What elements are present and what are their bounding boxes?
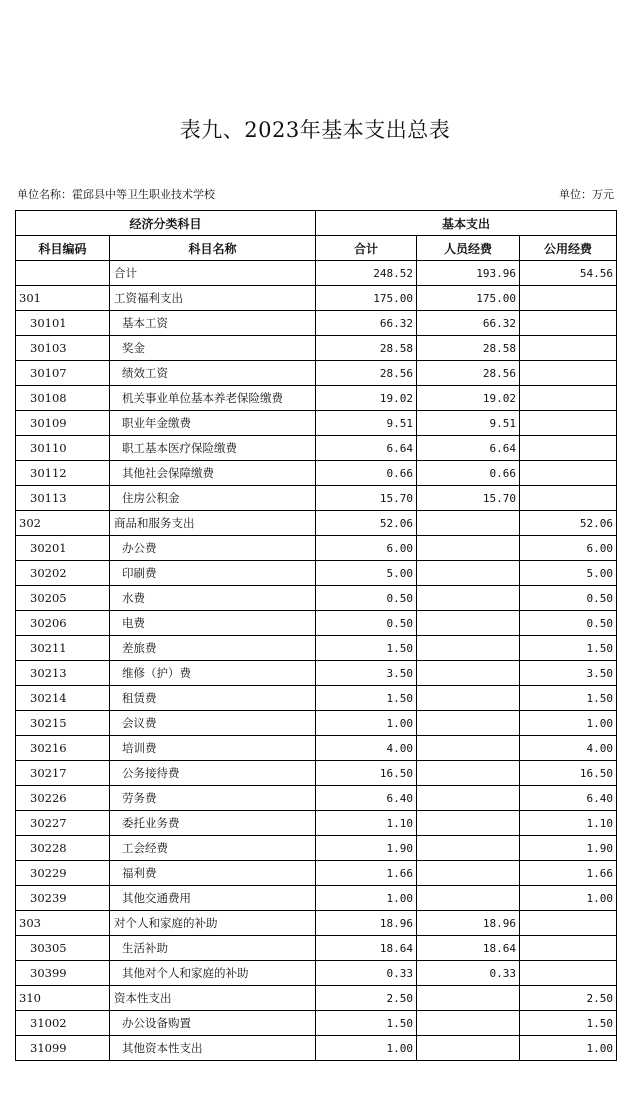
cell-public [520, 936, 617, 961]
cell-personnel [417, 786, 520, 811]
cell-name: 培训费 [110, 736, 316, 761]
cell-total: 1.00 [316, 711, 417, 736]
cell-code: 303 [16, 911, 110, 936]
header-name: 科目名称 [110, 236, 316, 261]
cell-name: 会议费 [110, 711, 316, 736]
cell-public: 4.00 [520, 736, 617, 761]
cell-name: 合计 [110, 261, 316, 286]
cell-public [520, 411, 617, 436]
cell-total: 1.50 [316, 636, 417, 661]
table-row [16, 411, 617, 436]
cell-total: 1.50 [316, 686, 417, 711]
cell-public: 6.40 [520, 786, 617, 811]
cell-personnel: 18.64 [417, 936, 520, 961]
cell-public [520, 361, 617, 386]
cell-personnel: 175.00 [417, 286, 520, 311]
table-row [16, 336, 617, 361]
cell-code: 30112 [16, 461, 110, 486]
cell-name: 差旅费 [110, 636, 316, 661]
cell-total: 6.00 [316, 536, 417, 561]
table-row [16, 861, 617, 886]
cell-public: 52.06 [520, 511, 617, 536]
cell-code: 30109 [16, 411, 110, 436]
cell-code: 30216 [16, 736, 110, 761]
cell-code: 30217 [16, 761, 110, 786]
cell-code: 310 [16, 986, 110, 1011]
cell-public: 1.50 [520, 636, 617, 661]
cell-code: 302 [16, 511, 110, 536]
table-row [16, 961, 617, 986]
cell-public: 16.50 [520, 761, 617, 786]
header-row-columns [16, 236, 617, 261]
cell-name: 机关事业单位基本养老保险缴费 [110, 386, 316, 411]
cell-public: 6.00 [520, 536, 617, 561]
table-row [16, 286, 617, 311]
table-row [16, 536, 617, 561]
header-economic-category: 经济分类科目 [16, 211, 316, 236]
table-row [16, 386, 617, 411]
cell-personnel [417, 736, 520, 761]
cell-total: 52.06 [316, 511, 417, 536]
cell-personnel [417, 511, 520, 536]
table-body [16, 261, 617, 1061]
cell-name: 办公费 [110, 536, 316, 561]
table-row [16, 761, 617, 786]
cell-code: 30239 [16, 886, 110, 911]
cell-name: 福利费 [110, 861, 316, 886]
cell-personnel [417, 636, 520, 661]
cell-total: 1.50 [316, 1011, 417, 1036]
cell-personnel: 19.02 [417, 386, 520, 411]
cell-total: 1.00 [316, 1036, 417, 1061]
cell-name: 其他社会保障缴费 [110, 461, 316, 486]
unit-name-label: 单位名称：霍邱县中等卫生职业技术学校 [17, 188, 215, 201]
cell-personnel [417, 686, 520, 711]
cell-code: 301 [16, 286, 110, 311]
cell-public: 0.50 [520, 611, 617, 636]
cell-personnel: 9.51 [417, 411, 520, 436]
cell-code: 30226 [16, 786, 110, 811]
cell-total: 18.96 [316, 911, 417, 936]
cell-public: 1.00 [520, 1036, 617, 1061]
cell-name: 工会经费 [110, 836, 316, 861]
table-row [16, 936, 617, 961]
cell-total: 2.50 [316, 986, 417, 1011]
cell-code: 30201 [16, 536, 110, 561]
cell-code: 30213 [16, 661, 110, 686]
cell-total: 16.50 [316, 761, 417, 786]
header-basic-expenditure: 基本支出 [316, 211, 617, 236]
cell-personnel [417, 1011, 520, 1036]
table-row [16, 261, 617, 286]
cell-name: 水费 [110, 586, 316, 611]
cell-code: 30107 [16, 361, 110, 386]
cell-total: 3.50 [316, 661, 417, 686]
cell-name: 生活补助 [110, 936, 316, 961]
cell-name: 商品和服务支出 [110, 511, 316, 536]
header-total: 合计 [316, 236, 417, 261]
cell-name: 基本工资 [110, 311, 316, 336]
unit-label: 单位：万元 [559, 188, 614, 201]
cell-personnel [417, 711, 520, 736]
table-row [16, 636, 617, 661]
header-personnel: 人员经费 [417, 236, 520, 261]
cell-name: 其他交通费用 [110, 886, 316, 911]
table-meta [17, 186, 614, 202]
cell-total: 28.56 [316, 361, 417, 386]
cell-code: 30399 [16, 961, 110, 986]
cell-public [520, 486, 617, 511]
cell-total: 0.50 [316, 611, 417, 636]
table-row [16, 436, 617, 461]
cell-personnel: 28.56 [417, 361, 520, 386]
cell-public [520, 436, 617, 461]
cell-code: 31002 [16, 1011, 110, 1036]
cell-public: 1.50 [520, 686, 617, 711]
cell-total: 1.90 [316, 836, 417, 861]
cell-code: 30227 [16, 811, 110, 836]
cell-total: 175.00 [316, 286, 417, 311]
cell-personnel [417, 661, 520, 686]
cell-name: 职业年金缴费 [110, 411, 316, 436]
cell-personnel [417, 986, 520, 1011]
cell-total: 0.33 [316, 961, 417, 986]
cell-code: 31099 [16, 1036, 110, 1061]
cell-code: 30113 [16, 486, 110, 511]
cell-public: 1.66 [520, 861, 617, 886]
header-row-group [16, 211, 617, 236]
cell-personnel [417, 561, 520, 586]
table-row [16, 986, 617, 1011]
cell-personnel: 66.32 [417, 311, 520, 336]
cell-personnel [417, 886, 520, 911]
table-row [16, 736, 617, 761]
cell-code: 30110 [16, 436, 110, 461]
cell-name: 委托业务费 [110, 811, 316, 836]
cell-total: 28.58 [316, 336, 417, 361]
page-title: 表九、2023年基本支出总表 [179, 118, 451, 142]
table-row [16, 461, 617, 486]
cell-name: 职工基本医疗保险缴费 [110, 436, 316, 461]
cell-personnel [417, 836, 520, 861]
cell-code: 30202 [16, 561, 110, 586]
cell-personnel [417, 536, 520, 561]
cell-name: 劳务费 [110, 786, 316, 811]
cell-total: 248.52 [316, 261, 417, 286]
cell-code: 30101 [16, 311, 110, 336]
table-row [16, 661, 617, 686]
table-row [16, 586, 617, 611]
cell-name: 印刷费 [110, 561, 316, 586]
cell-total: 0.50 [316, 586, 417, 611]
cell-total: 0.66 [316, 461, 417, 486]
cell-code: 30103 [16, 336, 110, 361]
cell-code: 30205 [16, 586, 110, 611]
header-public: 公用经费 [520, 236, 617, 261]
cell-name: 其他资本性支出 [110, 1036, 316, 1061]
cell-total: 1.10 [316, 811, 417, 836]
cell-personnel [417, 586, 520, 611]
cell-code: 30305 [16, 936, 110, 961]
cell-name: 电费 [110, 611, 316, 636]
cell-code [16, 261, 110, 286]
table-row [16, 811, 617, 836]
cell-name: 办公设备购置 [110, 1011, 316, 1036]
table-row [16, 886, 617, 911]
cell-name: 公务接待费 [110, 761, 316, 786]
table-row [16, 686, 617, 711]
cell-personnel: 6.64 [417, 436, 520, 461]
cell-code: 30215 [16, 711, 110, 736]
table-row [16, 561, 617, 586]
header-code: 科目编码 [16, 236, 110, 261]
budget-table [15, 210, 617, 1061]
cell-public: 1.00 [520, 711, 617, 736]
cell-personnel [417, 811, 520, 836]
cell-name: 维修（护）费 [110, 661, 316, 686]
cell-personnel: 15.70 [417, 486, 520, 511]
cell-total: 1.00 [316, 886, 417, 911]
cell-code: 30211 [16, 636, 110, 661]
table-row [16, 911, 617, 936]
cell-public: 1.00 [520, 886, 617, 911]
cell-public [520, 336, 617, 361]
cell-personnel [417, 761, 520, 786]
cell-name: 对个人和家庭的补助 [110, 911, 316, 936]
cell-code: 30206 [16, 611, 110, 636]
cell-personnel: 0.33 [417, 961, 520, 986]
cell-public: 2.50 [520, 986, 617, 1011]
table-row [16, 1036, 617, 1061]
cell-total: 19.02 [316, 386, 417, 411]
table-row [16, 836, 617, 861]
cell-total: 18.64 [316, 936, 417, 961]
cell-personnel: 193.96 [417, 261, 520, 286]
cell-name: 租赁费 [110, 686, 316, 711]
cell-total: 66.32 [316, 311, 417, 336]
cell-code: 30228 [16, 836, 110, 861]
table-row [16, 361, 617, 386]
table-row [16, 511, 617, 536]
table-row [16, 611, 617, 636]
table-row [16, 311, 617, 336]
table-row [16, 1011, 617, 1036]
cell-public [520, 311, 617, 336]
cell-public [520, 386, 617, 411]
cell-personnel [417, 1036, 520, 1061]
cell-public [520, 961, 617, 986]
cell-total: 5.00 [316, 561, 417, 586]
cell-code: 30229 [16, 861, 110, 886]
cell-name: 绩效工资 [110, 361, 316, 386]
cell-name: 奖金 [110, 336, 316, 361]
cell-code: 30108 [16, 386, 110, 411]
cell-public [520, 911, 617, 936]
cell-total: 6.64 [316, 436, 417, 461]
cell-name: 其他对个人和家庭的补助 [110, 961, 316, 986]
table-row [16, 711, 617, 736]
cell-personnel [417, 861, 520, 886]
cell-total: 9.51 [316, 411, 417, 436]
cell-personnel: 18.96 [417, 911, 520, 936]
cell-name: 工资福利支出 [110, 286, 316, 311]
cell-public: 54.56 [520, 261, 617, 286]
cell-total: 15.70 [316, 486, 417, 511]
cell-public [520, 286, 617, 311]
cell-public [520, 461, 617, 486]
table-row [16, 486, 617, 511]
cell-public: 0.50 [520, 586, 617, 611]
cell-public: 1.90 [520, 836, 617, 861]
cell-personnel: 0.66 [417, 461, 520, 486]
cell-personnel: 28.58 [417, 336, 520, 361]
cell-public: 1.50 [520, 1011, 617, 1036]
cell-public: 5.00 [520, 561, 617, 586]
cell-total: 4.00 [316, 736, 417, 761]
cell-public: 1.10 [520, 811, 617, 836]
cell-name: 资本性支出 [110, 986, 316, 1011]
cell-total: 1.66 [316, 861, 417, 886]
cell-total: 6.40 [316, 786, 417, 811]
cell-public: 3.50 [520, 661, 617, 686]
cell-code: 30214 [16, 686, 110, 711]
cell-personnel [417, 611, 520, 636]
table-row [16, 786, 617, 811]
cell-name: 住房公积金 [110, 486, 316, 511]
